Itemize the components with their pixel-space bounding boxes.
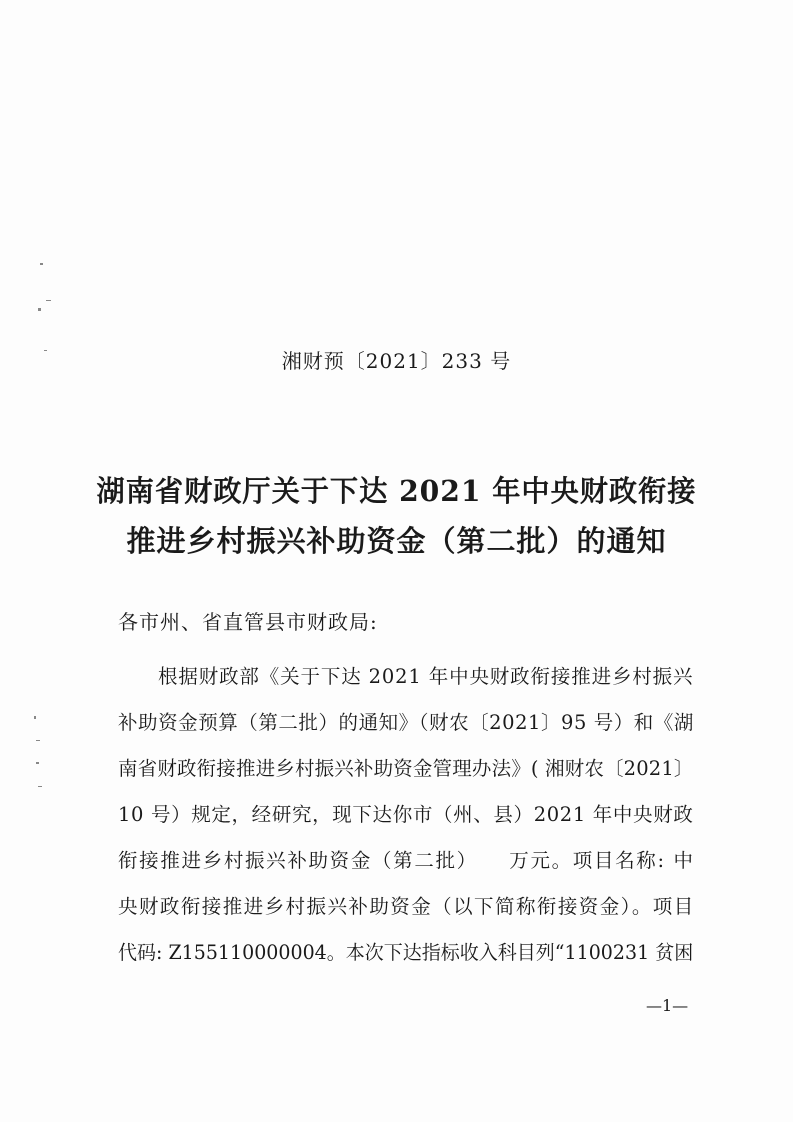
body-line-text: 补助资金预算（第二批）的通知》（财农〔2021〕95 号）和《湖 bbox=[118, 711, 694, 734]
salutation: 各市州、省直管县市财政局: bbox=[118, 610, 378, 634]
body-paragraph bbox=[118, 654, 693, 976]
document-number: 湘财预〔2021〕233 号 bbox=[281, 349, 512, 373]
scan-mark bbox=[38, 308, 41, 311]
page-number: —1— bbox=[646, 996, 689, 1015]
title-line-2: 推进乡村振兴补助资金（第二批）的通知 bbox=[126, 524, 667, 558]
scan-mark bbox=[40, 263, 43, 265]
scan-mark bbox=[36, 762, 39, 764]
document-title bbox=[0, 466, 793, 566]
body-line-1 bbox=[118, 654, 693, 700]
scan-mark bbox=[46, 300, 51, 301]
body-line-3 bbox=[118, 746, 693, 792]
title-line-1: 湖南省财政厅关于下达 2021 年中央财政衔接 bbox=[96, 474, 697, 508]
body-line-7 bbox=[118, 930, 693, 976]
scan-mark bbox=[36, 740, 40, 741]
body-line-text: 衔接推进乡村振兴补助资金（第二批） 万元。项目名称: 中 bbox=[118, 849, 695, 872]
scan-mark bbox=[34, 716, 36, 719]
scan-mark bbox=[38, 786, 42, 787]
body-line-4 bbox=[118, 792, 693, 838]
body-line-text: 南省财政衔接推进乡村振兴补助资金管理办法》( 湘财农〔2021〕 bbox=[118, 757, 694, 780]
body-line-2 bbox=[118, 700, 693, 746]
body-line-5 bbox=[118, 838, 693, 884]
body-line-text: 央财政衔接推进乡村振兴补助资金（以下简称衔接资金）。项目 bbox=[118, 895, 695, 918]
body-line-text: 根据财政部《关于下达 2021 年中央财政衔接推进乡村振兴 bbox=[158, 665, 694, 688]
body-line-text: 代码: Z155110000004。本次下达指标收入科目列“1100231 贫困 bbox=[118, 941, 694, 964]
body-line-text: 10 号）规定，经研究，现下达你市（州、县）2021 年中央财政 bbox=[118, 803, 694, 826]
body-line-6 bbox=[118, 884, 693, 930]
